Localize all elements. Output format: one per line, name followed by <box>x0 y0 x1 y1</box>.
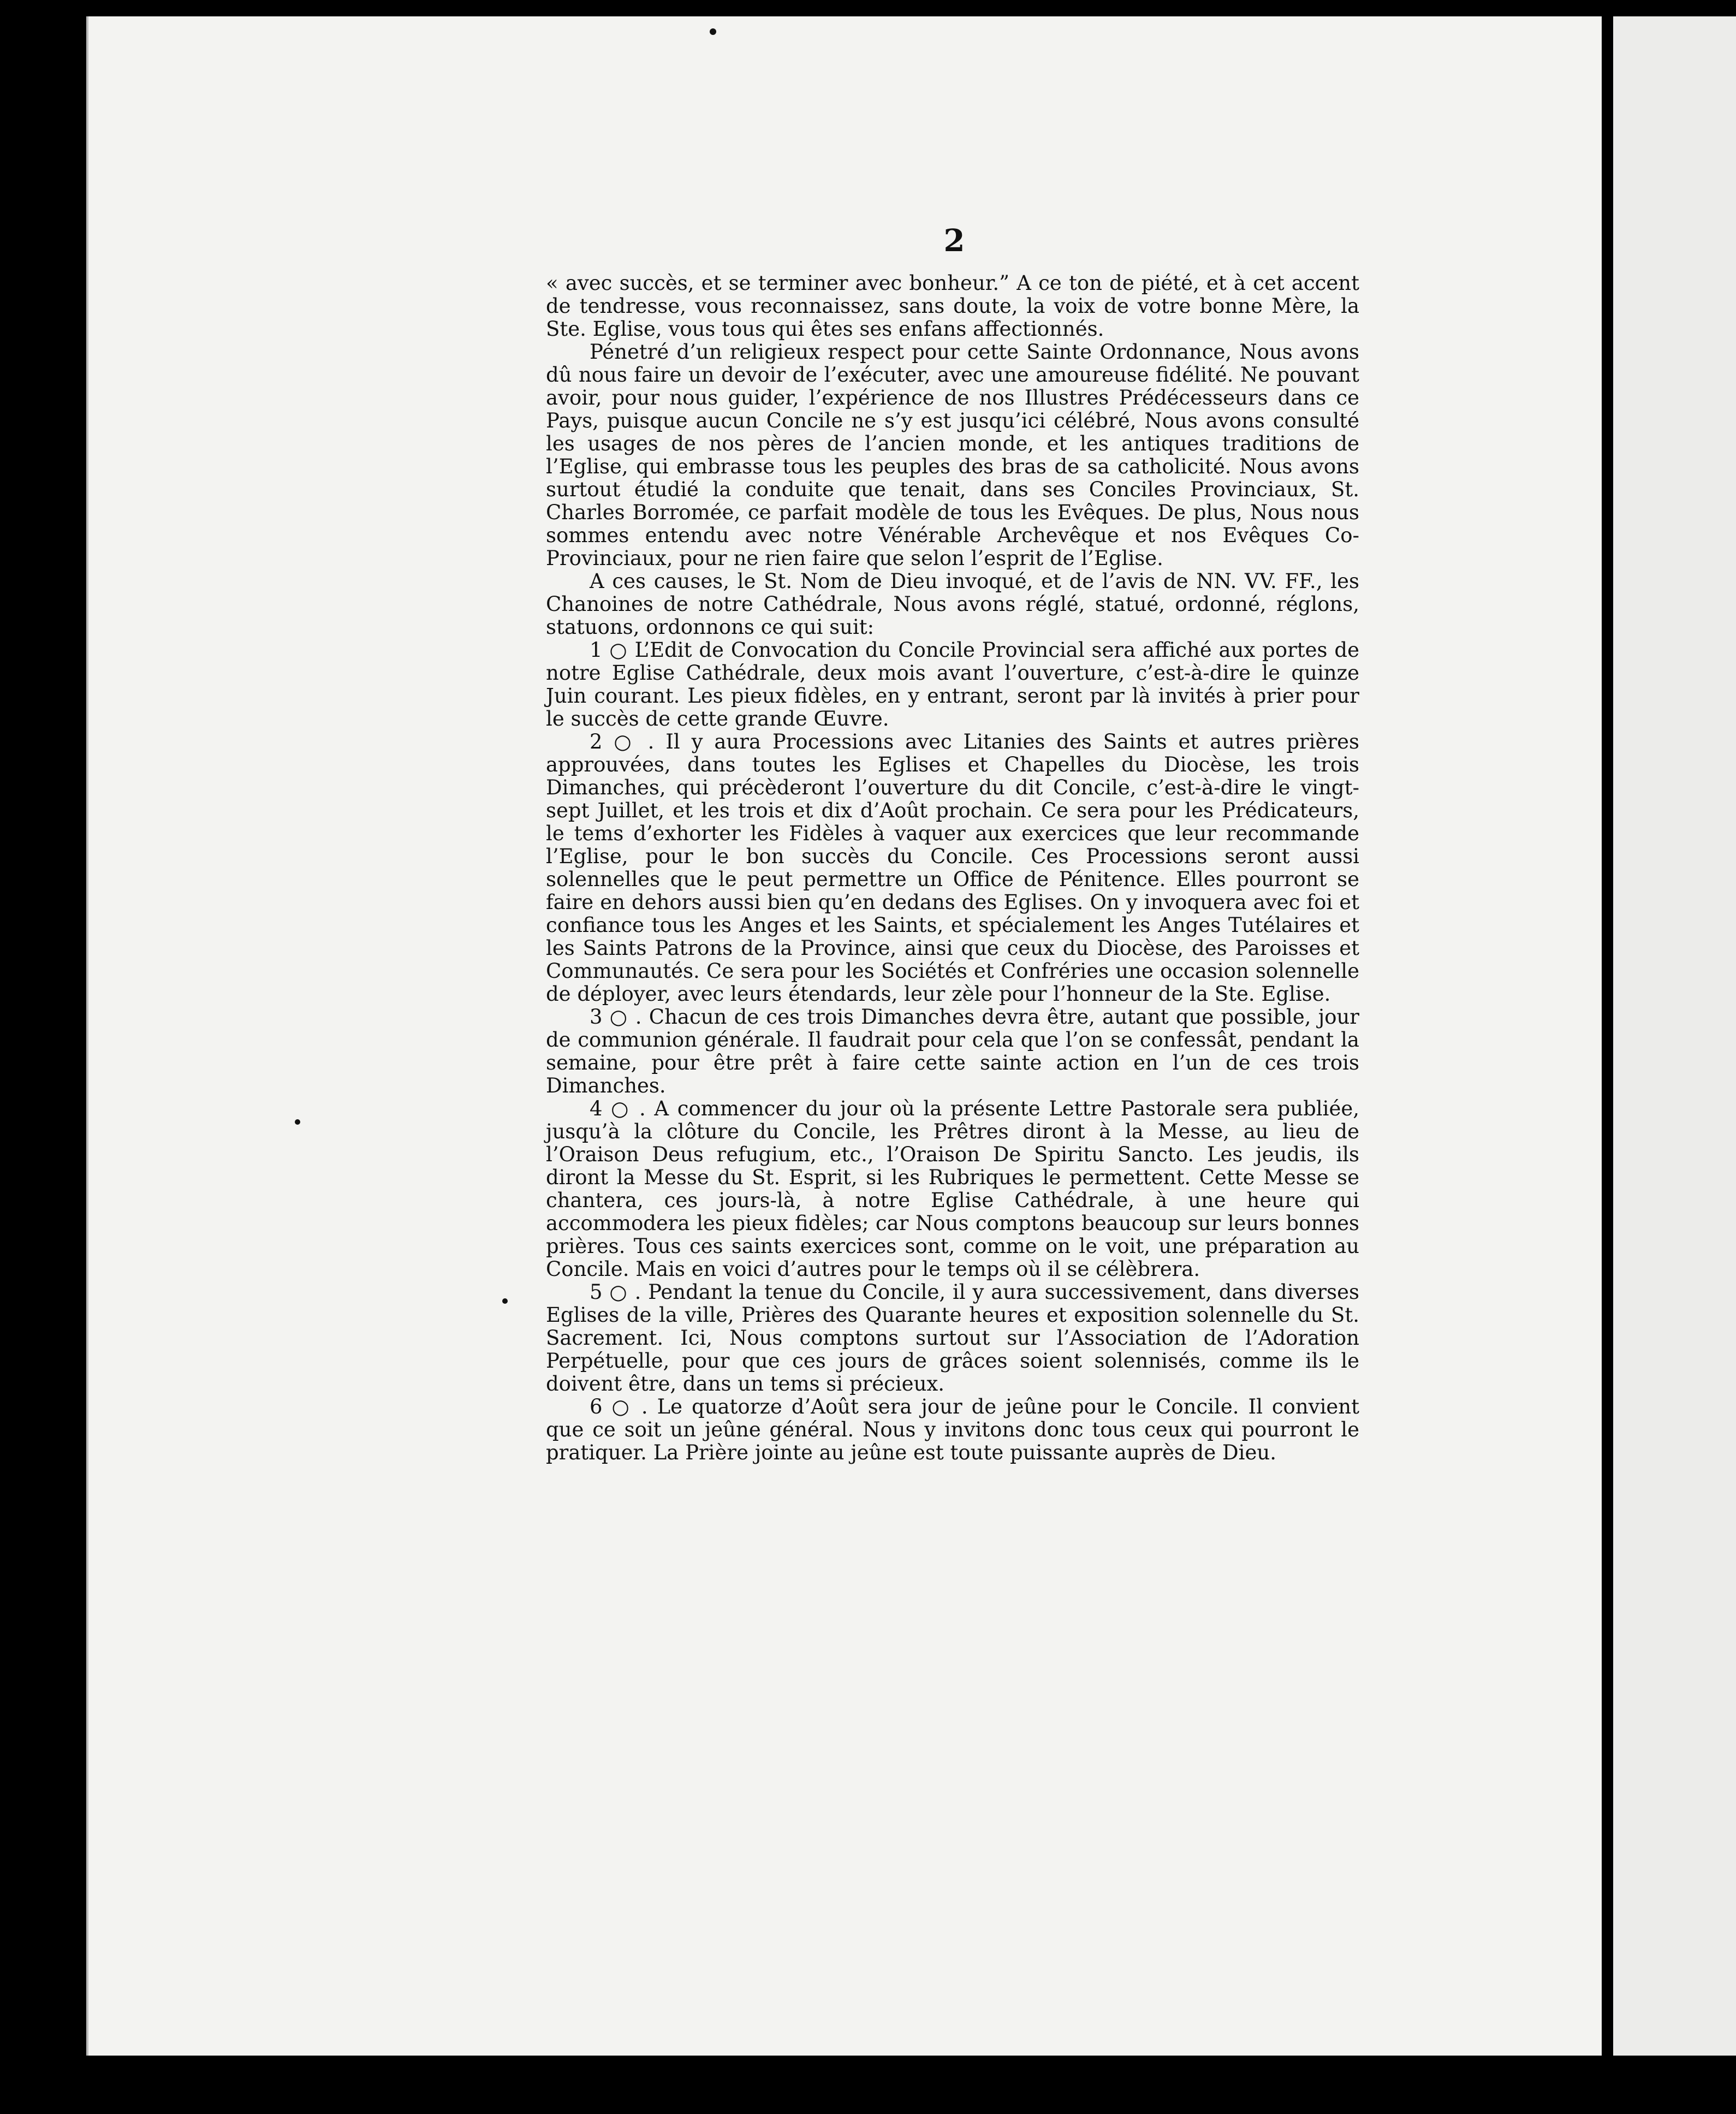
paragraph: « avec succès, et se terminer avec bonheur.” A ce ton de piété, et à cet accent de tendresse, vous reconnaissez, sans doute, la voix de votre bonne Mère, la Ste. Eglise, vous tous qui êtes ses enfans affectionnés. <box>546 271 1359 341</box>
paragraph: 5 ○ . Pendant la tenue du Concile, il y aura successivement, dans diverses Eglises de la ville, Prières des Quarante heures et exposition solennelle du St. Sacrement. Ici, Nous comptons surtout sur l’Association de l’Adoration Perpétuelle, pour que ces jours de grâces soient solennisés, comme ils le doivent être, dans un tems si précieux. <box>546 1280 1359 1396</box>
body-text <box>546 272 1359 1464</box>
paragraph: 3 ○ . Chacun de ces trois Dimanches devra être, autant que possible, jour de communion générale. Il faudrait pour cela que l’on se confessât, pendant la semaine, pour être prêt à faire cette sainte action en l’un de ces trois Dimanches. <box>546 1005 1359 1097</box>
page-number: 2 <box>943 223 965 259</box>
paragraph: 1 ○ L’Edit de Convocation du Concile Provincial sera affiché aux portes de notre Eglise Cathédrale, deux mois avant l’ouverture, c’est-à-dire le quinze Juin courant. Les pieux fidèles, en y entrant, seront par là invités à prier pour le succès de cette grande Œuvre. <box>546 638 1359 731</box>
adjacent-page-edge <box>1613 16 1736 2056</box>
paragraph: A ces causes, le St. Nom de Dieu invoqué, et de l’avis de NN. VV. FF., les Chanoines de notre Cathédrale, Nous avons réglé, statué, ordonné, réglons, statuons, ordonnons ce qui suit: <box>546 569 1359 639</box>
paragraph: 2 ○ . Il y aura Processions avec Litanies des Saints et autres prières approuvées, dans toutes les Eglises et Chapelles du Diocèse, les trois Dimanches, qui précèderont l’ouverture du dit Concile, c’est-à-dire le vingt-sept Juillet, et les trois et dix d’Août prochain. Ce sera pour les Prédicateurs, le tems d’exhorter les Fidèles à vaquer aux exercices que leur recommande l’Eglise, pour le bon succès du Concile. Ces Processions seront aussi solennelles que le peut permettre un Office de Pénitence. Elles pourront se faire en dehors aussi bien qu’en dedans des Eglises. On y invoquera avec foi et confiance tous les Anges et les Saints, et spécialement les Anges Tutélaires et les Saints Patrons de la Province, ainsi que ceux du Diocèse, des Paroisses et Communautés. Ce sera pour les Sociétés et Confréries une occasion solennelle de déployer, avec leurs étendards, leur zèle pour l’honneur de la Ste. Eglise. <box>546 730 1359 1006</box>
paragraph: 4 ○ . A commencer du jour où la présente Lettre Pastorale sera publiée, jusqu’à la clôture du Concile, les Prêtres diront à la Messe, au lieu de l’Oraison Deus refugium, etc., l’Oraison De Spiritu Sancto. Les jeudis, ils diront la Messe du St. Esprit, si les Rubriques le permettent. Cette Messe se chantera, ces jours-là, à notre Eglise Cathédrale, à une heure qui accommodera les pieux fidèles; car Nous comptons beaucoup sur leurs bonnes prières. Tous ces saints exercices sont, comme on le voit, une préparation au Concile. Mais en voici d’autres pour le temps où il se célèbrera. <box>546 1097 1359 1281</box>
paragraph: 6 ○ . Le quatorze d’Août sera jour de jeûne pour le Concile. Il convient que ce soit un jeûne général. Nous y invitons donc tous ceux qui pourront le pratiquer. La Prière jointe au jeûne est toute puissante auprès de Dieu. <box>546 1395 1359 1464</box>
paragraph: Pénetré d’un religieux respect pour cette Sainte Ordonnance, Nous avons dû nous faire un devoir de l’exécuter, avec une amoureuse fidélité. Ne pouvant avoir, pour nous guider, l’expérience de nos Illustres Prédécesseurs dans ce Pays, puisque aucun Concile ne s’y est jusqu’ici célébré, Nous avons consulté les usages de nos pères de l’ancien monde, et les antiques traditions de l’Eglise, qui embrasse tous les peuples des bras de sa catholicité. Nous avons surtout étudié la conduite que tenait, dans ses Conciles Provinciaux, St. Charles Borromée, ce parfait modèle de tous les Evêques. De plus, Nous nous sommes entendu avec notre Vénérable Archevêque et nos Evêques Co-Provinciaux, pour ne rien faire que selon l’esprit de l’Eglise. <box>546 340 1359 570</box>
